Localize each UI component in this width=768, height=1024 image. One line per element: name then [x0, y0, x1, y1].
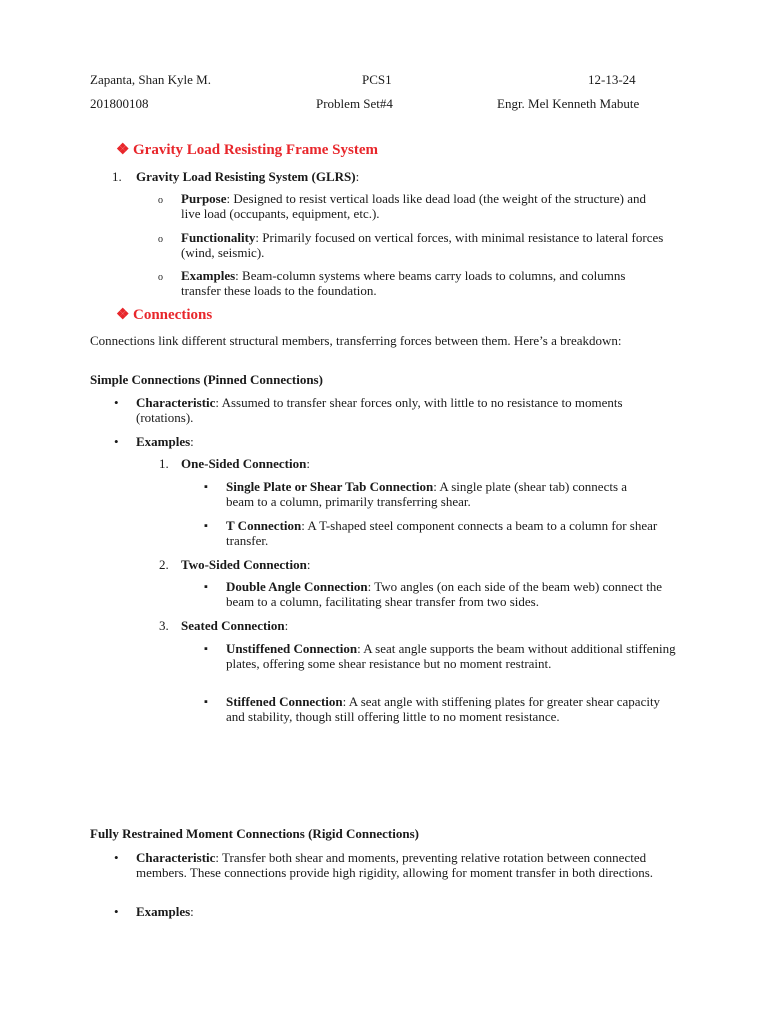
- section-heading-connections: [116, 308, 212, 323]
- dot-bullet-icon: •: [114, 434, 119, 449]
- circle-bullet-icon: o: [158, 272, 163, 283]
- glrs-purpose: Purpose: Designed to resist vertical loads like dead load (the weight of the structure) and live load (occupants, equipment, etc.).: [181, 191, 646, 221]
- simple-examples-label: Examples:: [136, 434, 194, 449]
- diamond-bullet-icon: ❖: [116, 307, 130, 323]
- list-number: 3.: [159, 618, 169, 633]
- document-date: 12-13-24: [588, 72, 636, 87]
- circle-bullet-icon: o: [158, 195, 163, 206]
- stiffened-connection: Stiffened Connection: A seat angle with stiffening plates for greater shear capacity and stability, though still offering little to no moment resistance.: [226, 694, 661, 724]
- instructor-name: Engr. Mel Kenneth Mabute: [497, 96, 640, 111]
- problem-set-label: Problem Set#4: [316, 96, 393, 111]
- list-number: 1.: [112, 169, 122, 184]
- square-bullet-icon: ▪: [204, 696, 208, 708]
- course-code: PCS1: [362, 72, 392, 87]
- t-connection: T Connection: A T-shaped steel component connects a beam to a column for shear transfer.: [226, 518, 658, 548]
- seated-connection-title: Seated Connection:: [181, 618, 289, 633]
- simple-connections-heading: Simple Connections (Pinned Connections): [90, 372, 323, 387]
- section-heading-text: Gravity Load Resisting Frame System: [133, 142, 378, 158]
- rigid-connections-heading: Fully Restrained Moment Connections (Rigid Connections): [90, 826, 419, 841]
- dot-bullet-icon: •: [114, 395, 119, 410]
- shear-tab-connection: Single Plate or Shear Tab Connection: A single plate (shear tab) connects a beam to a column, primarily transferring shear.: [226, 479, 628, 509]
- double-angle-connection: Double Angle Connection: Two angles (on each side of the beam web) connect the beam to a column, facilitating shear transfer from two sides.: [226, 579, 663, 609]
- student-name: Zapanta, Shan Kyle M.: [90, 72, 211, 87]
- one-sided-connection-title: One-Sided Connection:: [181, 456, 310, 471]
- glrs-functionality: Functionality: Primarily focused on vertical forces, with minimal resistance to lateral forces (wind, seismic).: [181, 230, 664, 260]
- dot-bullet-icon: •: [114, 904, 119, 919]
- square-bullet-icon: ▪: [204, 481, 208, 493]
- square-bullet-icon: ▪: [204, 643, 208, 655]
- connections-intro: Connections link different structural members, transferring forces between them. Here’s a breakdown:: [90, 333, 622, 348]
- section-heading-gravity: [116, 143, 378, 158]
- glrs-examples: Examples: Beam-column systems where beams carry loads to columns, and columns transfer these loads to the foundation.: [181, 268, 626, 298]
- simple-characteristic: Characteristic: Assumed to transfer shear forces only, with little to no resistance to moments (rotations).: [136, 395, 623, 425]
- student-id: 201800108: [90, 96, 149, 111]
- list-number: 2.: [159, 557, 169, 572]
- dot-bullet-icon: •: [114, 850, 119, 865]
- glrs-title: Gravity Load Resisting System (GLRS):: [136, 169, 360, 184]
- square-bullet-icon: ▪: [204, 520, 208, 532]
- rigid-examples-label: Examples:: [136, 904, 194, 919]
- unstiffened-connection: Unstiffened Connection: A seat angle supports the beam without additional stiffening plates, offering some shear resistance but no moment restraint.: [226, 641, 676, 671]
- section-heading-text: Connections: [133, 307, 213, 323]
- two-sided-connection-title: Two-Sided Connection:: [181, 557, 311, 572]
- list-number: 1.: [159, 456, 169, 471]
- diamond-bullet-icon: ❖: [116, 142, 130, 158]
- square-bullet-icon: ▪: [204, 581, 208, 593]
- circle-bullet-icon: o: [158, 234, 163, 245]
- rigid-characteristic: Characteristic: Transfer both shear and moments, preventing relative rotation between connected members. These connections provide high rigidity, allowing for moment transfer in both directions.: [136, 850, 653, 880]
